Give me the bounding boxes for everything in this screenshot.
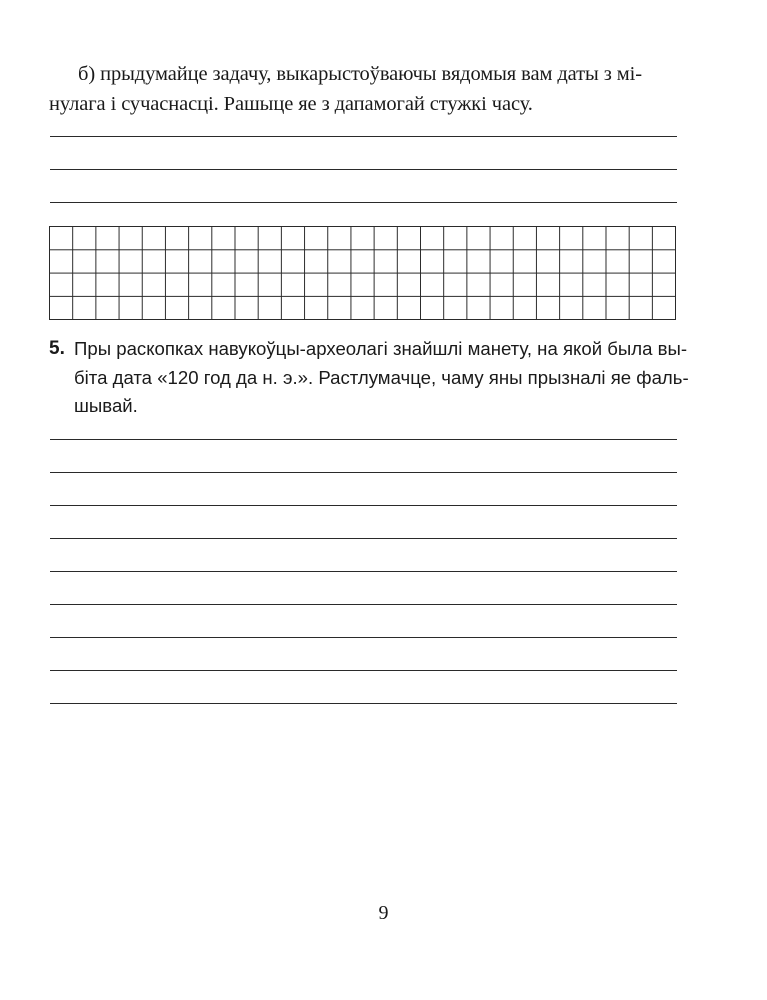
answer-line[interactable] (50, 472, 677, 473)
task-5-line-1: Пры раскопках навукоўцы-археолагі знайшлі манету, на якой была вы- (74, 338, 688, 359)
squared-grid[interactable] (49, 226, 676, 320)
answer-line[interactable] (50, 202, 677, 203)
answer-line[interactable] (50, 571, 677, 572)
answer-line[interactable] (50, 670, 677, 671)
answer-line[interactable] (50, 538, 677, 539)
task-5 (49, 335, 689, 421)
task-part-b-line-1: б) прыдумайце задачу, выкарыстоўваючы вядомыя вам даты з мі- (78, 63, 642, 85)
task-5-line-2: біта дата «120 год да н. э.». Растлумачце, чаму яны прызналі яе фаль- (74, 366, 689, 388)
answer-line[interactable] (50, 604, 677, 605)
task-5-line-3: шывай. (74, 395, 138, 416)
answer-line[interactable] (50, 136, 677, 137)
answer-line[interactable] (50, 439, 677, 440)
answer-line[interactable] (50, 703, 677, 704)
answer-line[interactable] (50, 637, 677, 638)
task-5-text (74, 335, 689, 421)
task-part-b-line-2: нулага і сучаснасці. Рашыце яе з дапамогай стужкі часу. (49, 93, 533, 115)
answer-line[interactable] (50, 505, 677, 506)
task-part-b-text (49, 59, 679, 119)
page-number: 9 (378, 902, 389, 924)
task-5-number: 5. (49, 338, 65, 359)
answer-line[interactable] (50, 169, 677, 170)
